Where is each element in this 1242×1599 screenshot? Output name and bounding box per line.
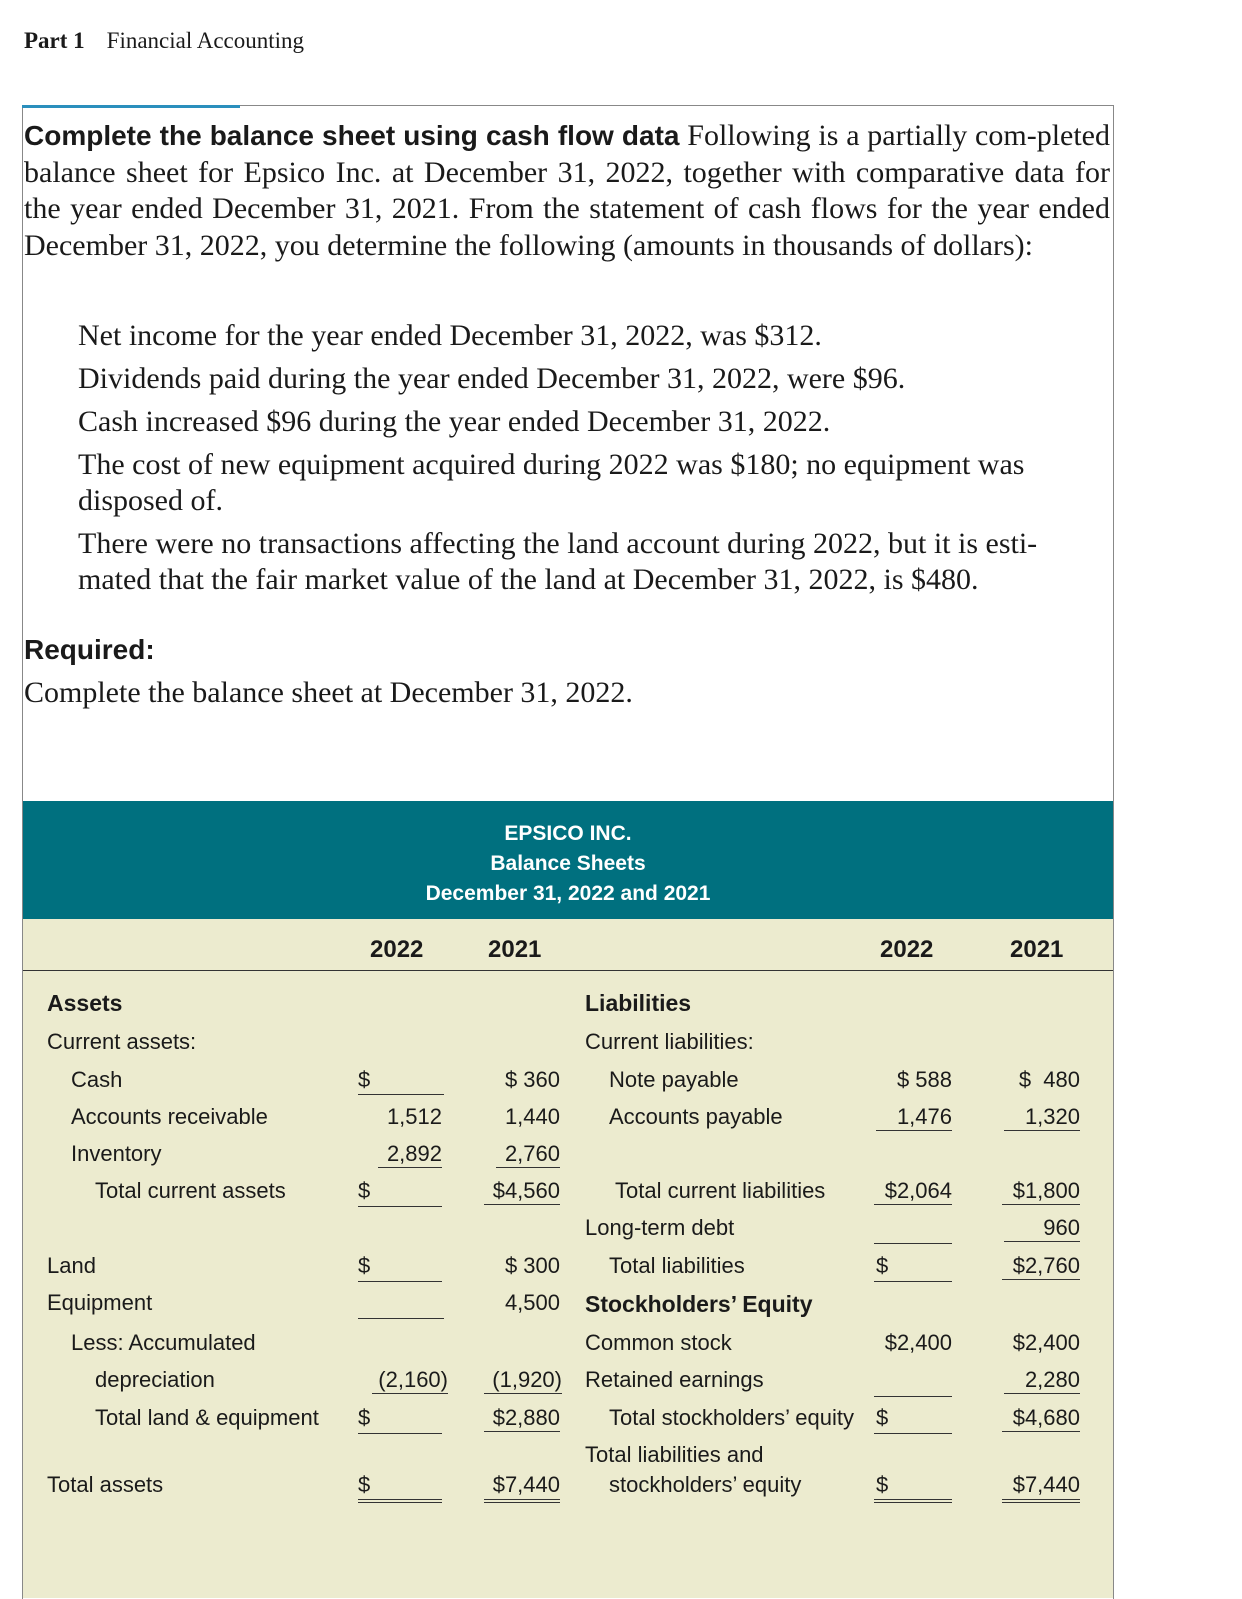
total-assets-2021-rule (484, 1499, 560, 1503)
total-current-liabilities-2021-value: $1,800 (1002, 1178, 1080, 1205)
header-rule (23, 970, 1113, 971)
fact-item: Dividends paid during the year ended December 31, 2022, were $96. (78, 362, 906, 395)
depreciation-2022-value: (2,160) (372, 1367, 448, 1394)
retained-earnings-label: Retained earnings (585, 1367, 764, 1392)
total-le-label-line1: Total liabilities and (585, 1442, 764, 1467)
year-header-2021-left: 2021 (488, 936, 542, 963)
common-stock-label: Common stock (585, 1330, 732, 1355)
fact-item: The cost of new equipment acquired during 2022 was $180; no equipment was disposed of. (78, 448, 1025, 517)
equity-heading: Stockholders’ Equity (585, 1291, 813, 1317)
total-current-assets-2022-dollar: $ (358, 1178, 371, 1203)
long-term-debt-2021-value: 960 (1004, 1215, 1080, 1242)
total-assets-label: Total assets (47, 1472, 164, 1497)
depreciation-2021-value: (1,920) (484, 1367, 562, 1394)
balance-sheet-body (23, 919, 1113, 1598)
total-liabilities-2021-value: $2,760 (1002, 1253, 1080, 1280)
problem-text: Following is a partially com-pleted balance sheet for Epsico Inc. at December 31, 2022, together with comparative data for the year ended December 31, 2021. From the statement of cash flows for the year ended December 31, 2022, you determine the following (amounts in thousands of dollars): (24, 119, 1110, 262)
total-assets-2022-dollar: $ (358, 1472, 371, 1497)
total-current-liabilities-label: Total current liabilities (615, 1178, 826, 1203)
fact-item: There were no transactions affecting the land account during 2022, but it is esti-mated that the fair market value of the land at December 31, 2022, is $480. (78, 527, 1038, 596)
retained-earnings-2021-value: 2,280 (1004, 1367, 1080, 1394)
common-stock-2021-value: $2,400 (1012, 1330, 1080, 1355)
total-land-equipment-2021-value: $2,880 (484, 1405, 560, 1432)
total-le-2022-dollar: $ (876, 1472, 889, 1497)
page-header (24, 28, 304, 54)
total-assets-2022-blank[interactable] (358, 1499, 442, 1503)
liabilities-heading: Liabilities (585, 990, 692, 1016)
total-current-assets-2022-blank[interactable] (358, 1206, 442, 1207)
retained-earnings-2022-blank[interactable] (874, 1396, 952, 1397)
problem-statement (24, 118, 1110, 264)
total-current-assets-label: Total current assets (95, 1178, 286, 1203)
cash-2021-value: $ 360 (504, 1067, 560, 1092)
total-le-label-line2: stockholders’ equity (609, 1472, 802, 1497)
accounts-payable-2021-value: 1,320 (1004, 1104, 1080, 1131)
total-le-2021-value: $7,440 (1012, 1472, 1080, 1497)
total-liabilities-2022-dollar: $ (876, 1253, 889, 1278)
equipment-label: Equipment (47, 1290, 153, 1315)
cash-label: Cash (71, 1067, 123, 1092)
common-stock-2022-value: $2,400 (884, 1330, 952, 1355)
total-assets-2021-value: $7,440 (492, 1472, 560, 1497)
year-header-2022-right: 2022 (880, 936, 934, 963)
long-term-debt-2022-blank[interactable] (874, 1243, 952, 1244)
part-label: Part 1 (24, 28, 85, 53)
inventory-2021-value: 2,760 (496, 1141, 560, 1168)
total-le-2021-rule (1002, 1499, 1080, 1503)
equipment-2022-blank[interactable] (358, 1318, 444, 1319)
required-heading: Required: (24, 634, 155, 665)
fact-item: Net income for the year ended December 31, 2022, was $312. (78, 319, 822, 352)
note-payable-2021-value: $ 480 (1018, 1067, 1080, 1092)
facts-list (78, 318, 1108, 605)
company-name: EPSICO INC. (504, 822, 632, 845)
balance-sheet-header (23, 801, 1113, 919)
current-liabilities-heading: Current liabilities: (585, 1029, 754, 1054)
fact-item: Cash increased $96 during the year ended December 31, 2022. (78, 405, 831, 438)
ar-label: Accounts receivable (71, 1104, 268, 1129)
total-liabilities-2022-blank[interactable] (874, 1281, 952, 1282)
statement-date: December 31, 2022 and 2021 (425, 882, 711, 905)
total-equity-label: Total stockholders’ equity (609, 1405, 854, 1430)
total-land-equipment-2022-dollar: $ (358, 1405, 371, 1430)
land-2021-value: $ 300 (504, 1253, 560, 1278)
land-label: Land (47, 1253, 96, 1278)
inventory-2022-value: 2,892 (378, 1141, 442, 1168)
cash-2022-dollar: $ (358, 1067, 371, 1092)
note-payable-2022-value: $ 588 (896, 1067, 952, 1092)
note-payable-label: Note payable (609, 1067, 739, 1092)
year-header-2021-right: 2021 (1010, 936, 1064, 963)
total-equity-2022-dollar: $ (876, 1405, 889, 1430)
total-current-liabilities-2022-value: $2,064 (874, 1178, 952, 1205)
year-header-2022-left: 2022 (370, 936, 424, 963)
total-equity-2022-blank[interactable] (874, 1433, 952, 1434)
ar-2021-value: 1,440 (504, 1104, 560, 1129)
current-assets-heading: Current assets: (47, 1029, 197, 1054)
problem-heading: Complete the balance sheet using cash flow data (24, 120, 680, 151)
accounts-payable-2022-value: 1,476 (876, 1104, 952, 1131)
total-land-equipment-2022-blank[interactable] (358, 1433, 442, 1434)
assets-heading: Assets (47, 990, 123, 1016)
inventory-label: Inventory (71, 1141, 162, 1166)
ar-2022-value: 1,512 (386, 1104, 442, 1129)
total-land-equipment-label: Total land & equipment (95, 1405, 319, 1430)
total-le-2022-blank[interactable] (874, 1499, 952, 1503)
depreciation-label: depreciation (95, 1367, 215, 1392)
cash-2022-blank[interactable] (358, 1094, 444, 1095)
required-text: Complete the balance sheet at December 31, 2022. (24, 676, 633, 709)
total-equity-2021-value: $4,680 (1002, 1405, 1080, 1432)
long-term-debt-label: Long-term debt (585, 1215, 735, 1240)
section-title: Financial Accounting (106, 28, 305, 53)
box-accent-bar (22, 105, 240, 108)
total-current-assets-2021-value: $4,560 (484, 1178, 560, 1205)
land-2022-dollar: $ (358, 1253, 371, 1278)
land-2022-blank[interactable] (358, 1281, 442, 1282)
total-liabilities-label: Total liabilities (609, 1253, 745, 1278)
equipment-2021-value: 4,500 (504, 1290, 560, 1315)
statement-title: Balance Sheets (490, 852, 646, 875)
accounts-payable-label: Accounts payable (609, 1104, 783, 1129)
less-accumulated-label: Less: Accumulated (71, 1330, 256, 1355)
